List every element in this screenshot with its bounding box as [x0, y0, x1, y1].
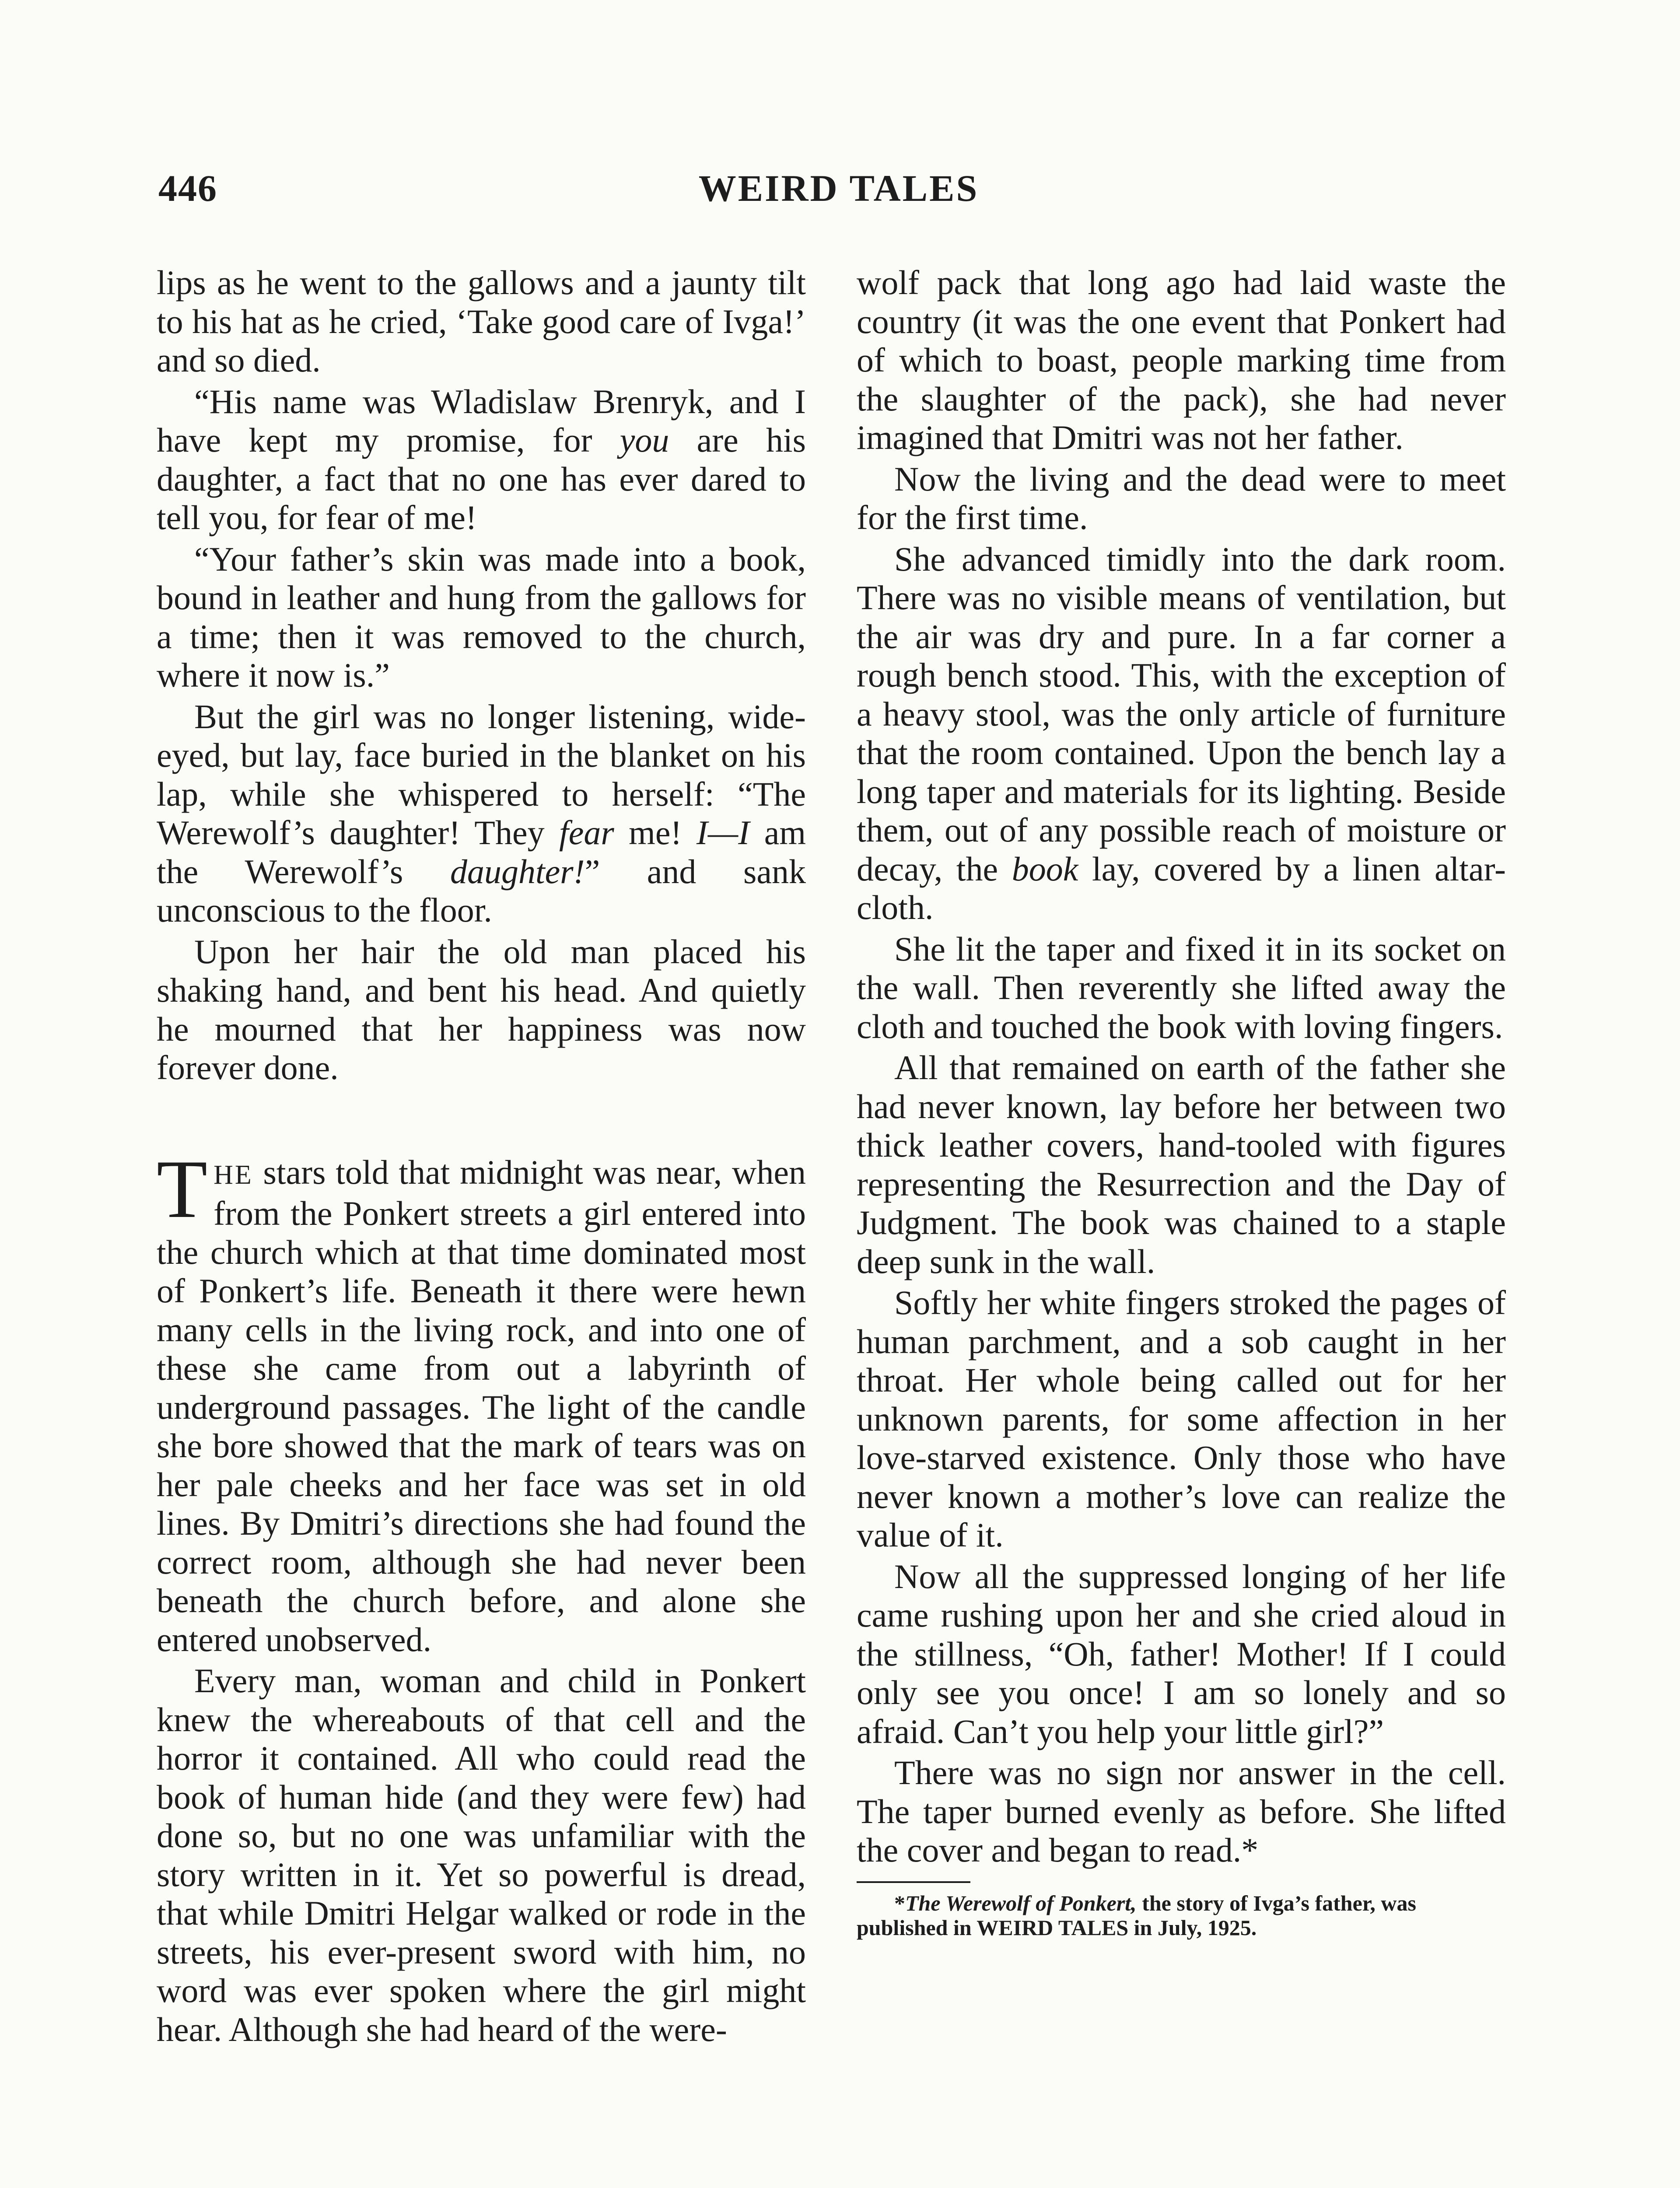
section-opening-paragraph: THE stars told that midnight was near, when from the Ponkert streets a girl entered into the church which at that time dominated most of Ponkert’s life. Beneath it there were hewn many cells in the living rock, and into one of these she came from out a labyrinth of underground passages. The light of the candle she bore showed that the mark of tears was on her pale cheeks and her face was set in old lines. By Dmitri’s directions she had found the correct room, although she had never been beneath the church before, and alone she entered unobserved. — [157, 1143, 806, 1659]
paragraph: Now all the suppressed longing of her life came rushing upon her and she cried aloud in the stillness, “Oh, father! Mother! If I could only see you once! I am so lonely and so afraid. Can’t you help your little girl?” — [857, 1557, 1506, 1750]
paragraph: Every man, woman and child in Ponkert knew the whereabouts of that cell and the horror it contained. All who could read the book of human hide (and they were few) had done so, but no one was unfamiliar with the story written in it. Yet so powerful is dread, that while Dmitri Helgar walked or rode in the streets, his ever-present sword with him, no word was ever spoken where the girl might hear. Although she had heard of the were- — [157, 1662, 806, 2048]
page-number: 446 — [158, 167, 217, 209]
footnote: *The Werewolf of Ponkert, the story of Ivga’s father, was published in WEIRD TALES in July, 1925. — [857, 1890, 1416, 1940]
drop-cap: T — [157, 1143, 208, 1235]
paragraph: “Your father’s skin was made into a book, bound in leather and hung from the gallows for a time; then it was removed to the church, where it now is.” — [157, 540, 806, 694]
paragraph: “His name was Wladislaw Brenryk, and I have kept my promise, for you are his daughter, a fact that no one has ever dared to tell you, for fear of me! — [157, 382, 806, 536]
right-column — [857, 263, 1506, 1943]
paragraph: wolf pack that long ago had laid waste the country (it was the one event that Ponkert had of which to boast, people marking time from the slaughter of the pack), she had never imagined that Dmitri was not her father. — [857, 263, 1506, 456]
paragraph: Softly her white fingers stroked the pages of human parchment, and a sob caught in her throat. Her whole being called out for her unknown parents, for some affection in her love-starved existence. Only those who have never known a mother’s love can realize the value of it. — [857, 1283, 1506, 1554]
running-title: WEIRD TALES — [698, 167, 979, 209]
paragraph: lips as he went to the gallows and a jaunty tilt to his hat as he cried, ‘Take good care of Ivga!’ and so died. — [157, 263, 806, 379]
paragraph: Now the living and the dead were to meet for the first time. — [857, 459, 1506, 536]
left-column — [157, 263, 806, 2051]
paragraph: There was no sign nor answer in the cell. The taper burned evenly as before. She lifted the cover and began to read.* — [857, 1753, 1506, 1869]
page-header — [158, 166, 1519, 219]
paragraph: She lit the taper and fixed it in its socket on the wall. Then reverently she lifted away the cloth and touched the book with loving fingers. — [857, 929, 1506, 1045]
paragraph: She advanced timidly into the dark room. There was no visible means of ventilation, but the air was dry and pure. In a far corner a rough bench stood. This, with the exception of a heavy stool, was the only article of furniture that the room contained. Upon the bench lay a long taper and materials for its lighting. Beside them, out of any possible reach of moisture or decay, the book lay, covered by a linen altar-cloth. — [857, 540, 1506, 926]
paragraph: All that remained on earth of the father she had never known, lay before her between two thick leather covers, hand-tooled with figures representing the Resurrection and the Day of Judgment. The book was chained to a staple deep sunk in the wall. — [857, 1048, 1506, 1280]
footnote-rule — [857, 1881, 970, 1883]
small-caps-lead: HE — [214, 1160, 253, 1190]
paragraph: Upon her hair the old man placed his shaking hand, and bent his head. And quietly he mourned that her happiness was now forever done. — [157, 932, 806, 1087]
paragraph: But the girl was no longer listening, wide-eyed, but lay, face buried in the blanket on his lap, while she whispered to herself: “The Werewolf’s daughter! They fear me! I—I am the Werewolf’s daughter!” and sank unconscious to the floor. — [157, 697, 806, 929]
